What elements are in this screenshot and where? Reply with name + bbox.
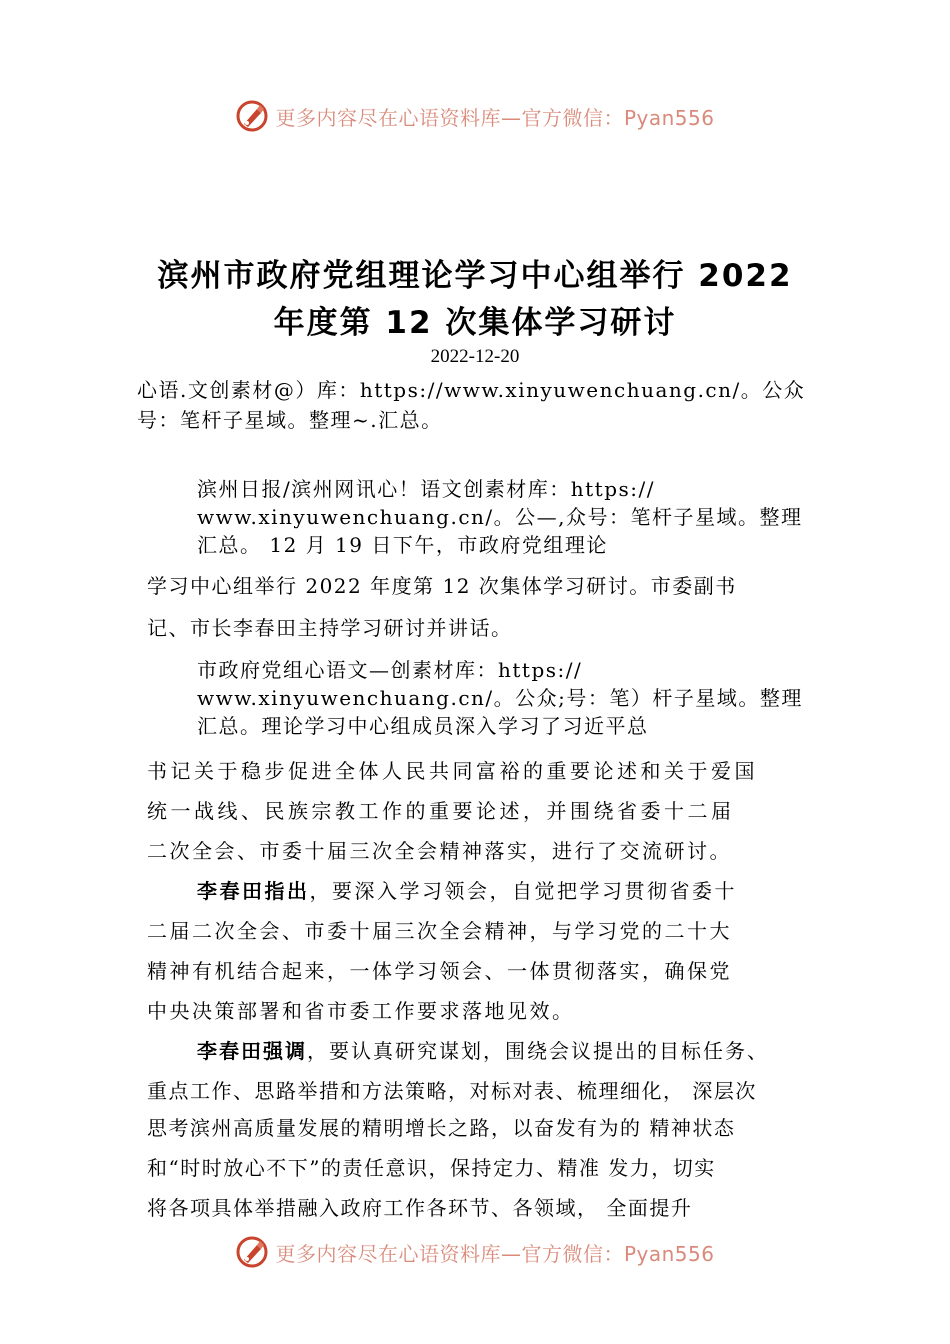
para4-line-4: 和“时时放心不下”的责任意识，保持定力、精准 发力，切实 [147,1156,716,1180]
intro-line-2: 号：笔杆子星域。整理~.汇总。 [137,408,443,432]
banner-text: 更多内容尽在心语资料库—官方微信：Pyan556 [275,105,715,130]
para1-line-1: 滨州日报/滨州网讯心！语文创素材库：https:// [197,477,655,501]
pen-logo-icon [235,1235,269,1269]
para2-line-3: 汇总。理论学习中心组成员深入学习了习近平总 [197,714,649,738]
para1-line-4: 学习中心组举行 2022 年度第 12 次集体学习研讨。市委副书 [147,574,737,598]
para2-line-4: 书记关于稳步促进全体人民共同富裕的重要论述和关于爱国 [147,759,758,783]
para1-line-2: www.xinyuwenchuang.cn/。公—,众号：笔杆子星域。整理 [197,505,803,529]
speaker-name-lead-2: 李春田强调 [197,1039,307,1063]
para3-line-3: 精神有机结合起来，一体学习领会、一体贯彻落实，确保党 [147,959,732,983]
header-banner [0,96,950,136]
para2-line-5: 统一战线、民族宗教工作的重要论述，并围绕省委十二届 [147,799,735,823]
para4-line-5: 将各项具体举措融入政府工作各环节、各领域， 全面提升 [147,1196,693,1220]
para2-line-1: 市政府党组心语文—创素材库：https:// [197,658,583,682]
intro-line-1: 心语.文创素材@）库：https://www.xinyuwenchuang.cn/。公众 [137,378,806,402]
para4-line-3: 思考滨州高质量发展的精明增长之路，以奋发有为的 精神状态 [147,1116,736,1140]
publish-date: 2022-12-20 [430,346,520,367]
footer-banner [0,1232,950,1272]
speaker-name-lead: 李春田指出 [197,879,310,903]
para3-line-1-rest: ，要深入学习领会，自觉把学习贯彻省委十 [309,879,737,903]
para4-line-1 [197,1035,769,1064]
para2-line-2: www.xinyuwenchuang.cn/。公众;号：笔）杆子星域。整理 [197,686,803,710]
para1-line-3: 汇总。 12 月 19 日下午，市政府党组理论 [197,533,608,557]
para1-line-5: 记、市长李春田主持学习研讨并讲话。 [147,616,513,640]
para3-line-4: 中央决策部署和省市委工作要求落地见效。 [147,999,575,1023]
para2-line-6: 二次全会、市委十届三次全会精神落实，进行了交流研讨。 [147,839,732,863]
para3-line-1 [197,875,737,904]
page-title-line-1: 滨州市政府党组理论学习中心组举行 2022 [157,258,793,294]
page-title-line-2: 年度第 12 次集体学习研讨 [273,305,677,341]
banner-text: 更多内容尽在心语资料库—官方微信：Pyan556 [275,1241,715,1266]
pen-logo-icon [235,99,269,133]
para4-line-1-rest: ，要认真研究谋划，围绕会议提出的目标任务、 [307,1039,769,1063]
para3-line-2: 二届二次全会、市委十届三次全会精神，与学习党的二十大 [147,919,732,943]
para4-line-2: 重点工作、思路举措和方法策略，对标对表、梳理细化， 深层次 [147,1079,757,1103]
